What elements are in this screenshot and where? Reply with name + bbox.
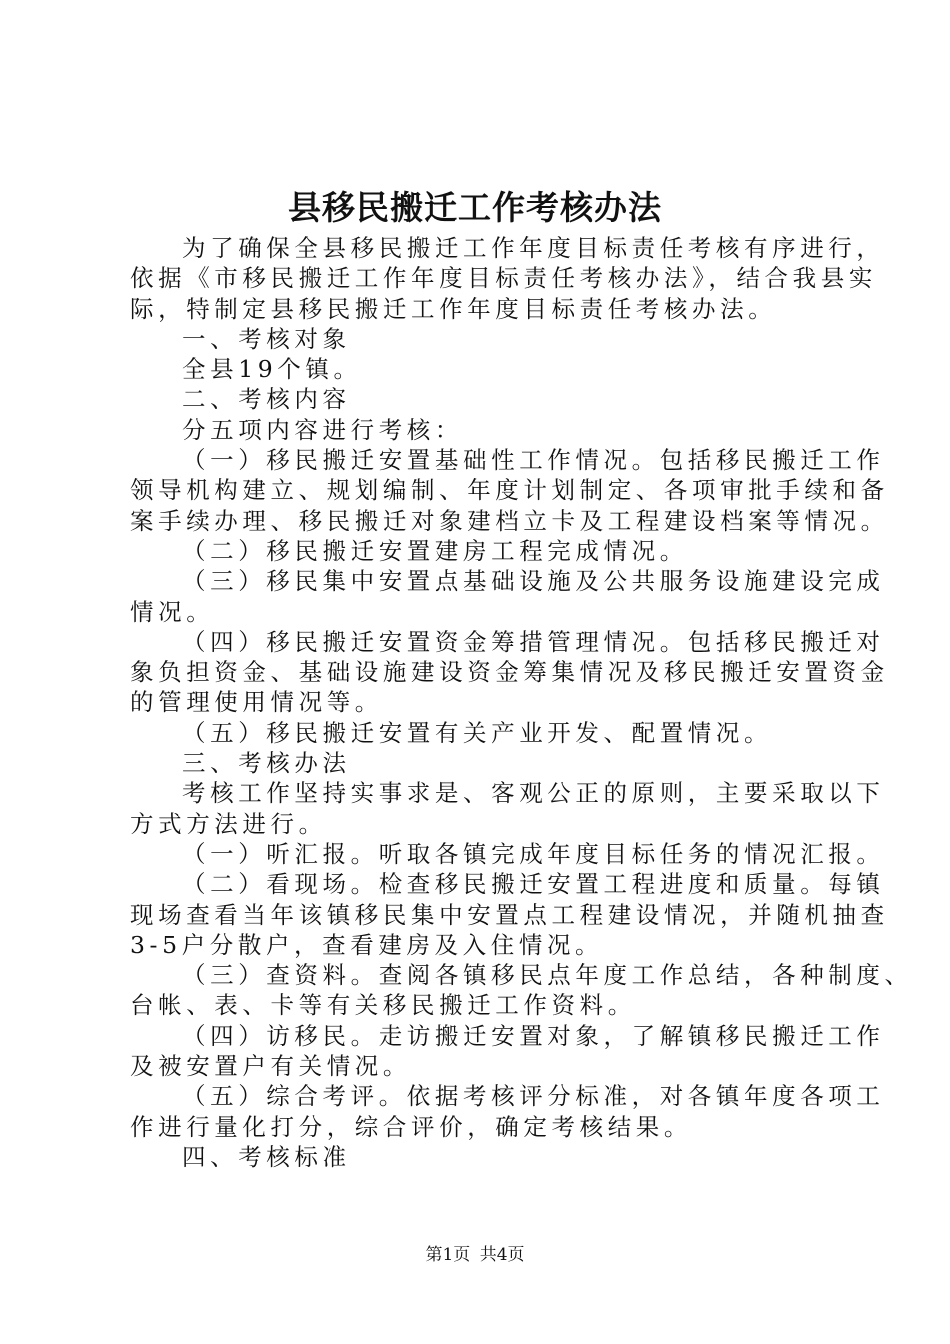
text-line: 领导机构建立、规划编制、年度计划制定、各项审批手续和备 [130,476,889,505]
paragraph-p9 [130,839,885,869]
page-total: 共4页 [479,1245,525,1265]
paragraph-p1 [130,354,835,384]
paragraph-p2 [130,415,835,445]
paragraph-p13 [130,1081,885,1142]
document-body [130,233,913,1172]
text-line: （五）综合考评。依据考核评分标准，对各镇年度各项工 [182,1082,885,1111]
text-line: 依据《市移民搬迁工作年度目标责任考核办法》，结合我县实 [130,264,877,293]
text-line: （四）移民搬迁安置资金筹措管理情况。包括移民搬迁对 [182,627,885,656]
paragraph-p3 [130,445,889,536]
text-line: 作进行量化打分，综合评价，确定考核结果。 [130,1112,692,1141]
paragraph-h3 [130,748,835,778]
paragraph-p4 [130,536,835,566]
text-line: （二）移民搬迁安置建房工程完成情况。 [182,536,688,565]
text-line: 现场查看当年该镇移民集中安置点工程建设情况，并随机抽查 [130,900,889,929]
text-line: 案手续办理、移民搬迁对象建档立卡及工程建设档案等情况。 [130,506,889,535]
paragraph-h2 [130,384,835,414]
text-line: （五）移民搬迁安置有关产业开发、配置情况。 [182,718,773,747]
text-line: 方式方法进行。 [130,809,327,838]
text-line: （一）移民搬迁安置基础性工作情况。包括移民搬迁工作 [182,446,885,475]
paragraph-intro [130,233,885,324]
text-line: （三）移民集中安置点基础设施及公共服务设施建设完成 [182,567,885,596]
text-line: 一、考核对象 [182,324,351,353]
text-line: （二）看现场。检查移民搬迁安置工程进度和质量。每镇 [182,870,885,899]
paragraph-p8 [130,778,885,839]
text-line: 二、考核内容 [182,385,351,414]
text-line: 全县19个镇。 [182,355,362,384]
text-line: 为了确保全县移民搬迁工作年度目标责任考核有序进行， [182,234,885,262]
text-line: 分五项内容进行考核： [182,415,463,444]
text-line: 3-5户分散户，查看建房及入住情况。 [130,930,604,959]
page-number: 第1页 [425,1245,471,1265]
text-line: 的管理使用情况等。 [130,688,383,717]
text-line: 三、考核办法 [182,749,351,778]
paragraph-p6 [130,627,889,718]
paragraph-h1 [130,324,835,354]
paragraph-p7 [130,718,835,748]
paragraph-p10 [130,869,889,960]
text-line: 四、考核标准 [182,1142,351,1171]
text-line: （三）查资料。查阅各镇移民点年度工作总结，各种制度、 [182,961,913,990]
text-line: 际，特制定县移民搬迁工作年度目标责任考核办法。 [130,294,777,323]
text-line: 考核工作坚持实事求是、客观公正的原则，主要采取以下 [182,779,885,808]
paragraph-p12 [130,1021,885,1082]
paragraph-p11 [130,960,913,1021]
text-line: （一）听汇报。听取各镇完成年度目标任务的情况汇报。 [182,839,885,868]
document-title: 县移民搬迁工作考核办法 [288,188,662,227]
page-footer [0,1244,950,1266]
text-line: 象负担资金、基础设施建设资金筹集情况及移民搬迁安置资金 [130,658,889,687]
text-line: 及被安置户有关情况。 [130,1052,411,1081]
text-line: 情况。 [130,597,215,626]
text-line: （四）访移民。走访搬迁安置对象，了解镇移民搬迁工作 [182,1021,885,1050]
paragraph-h4 [130,1142,835,1172]
text-line: 台帐、表、卡等有关移民搬迁工作资料。 [130,991,636,1020]
paragraph-p5 [130,566,885,627]
